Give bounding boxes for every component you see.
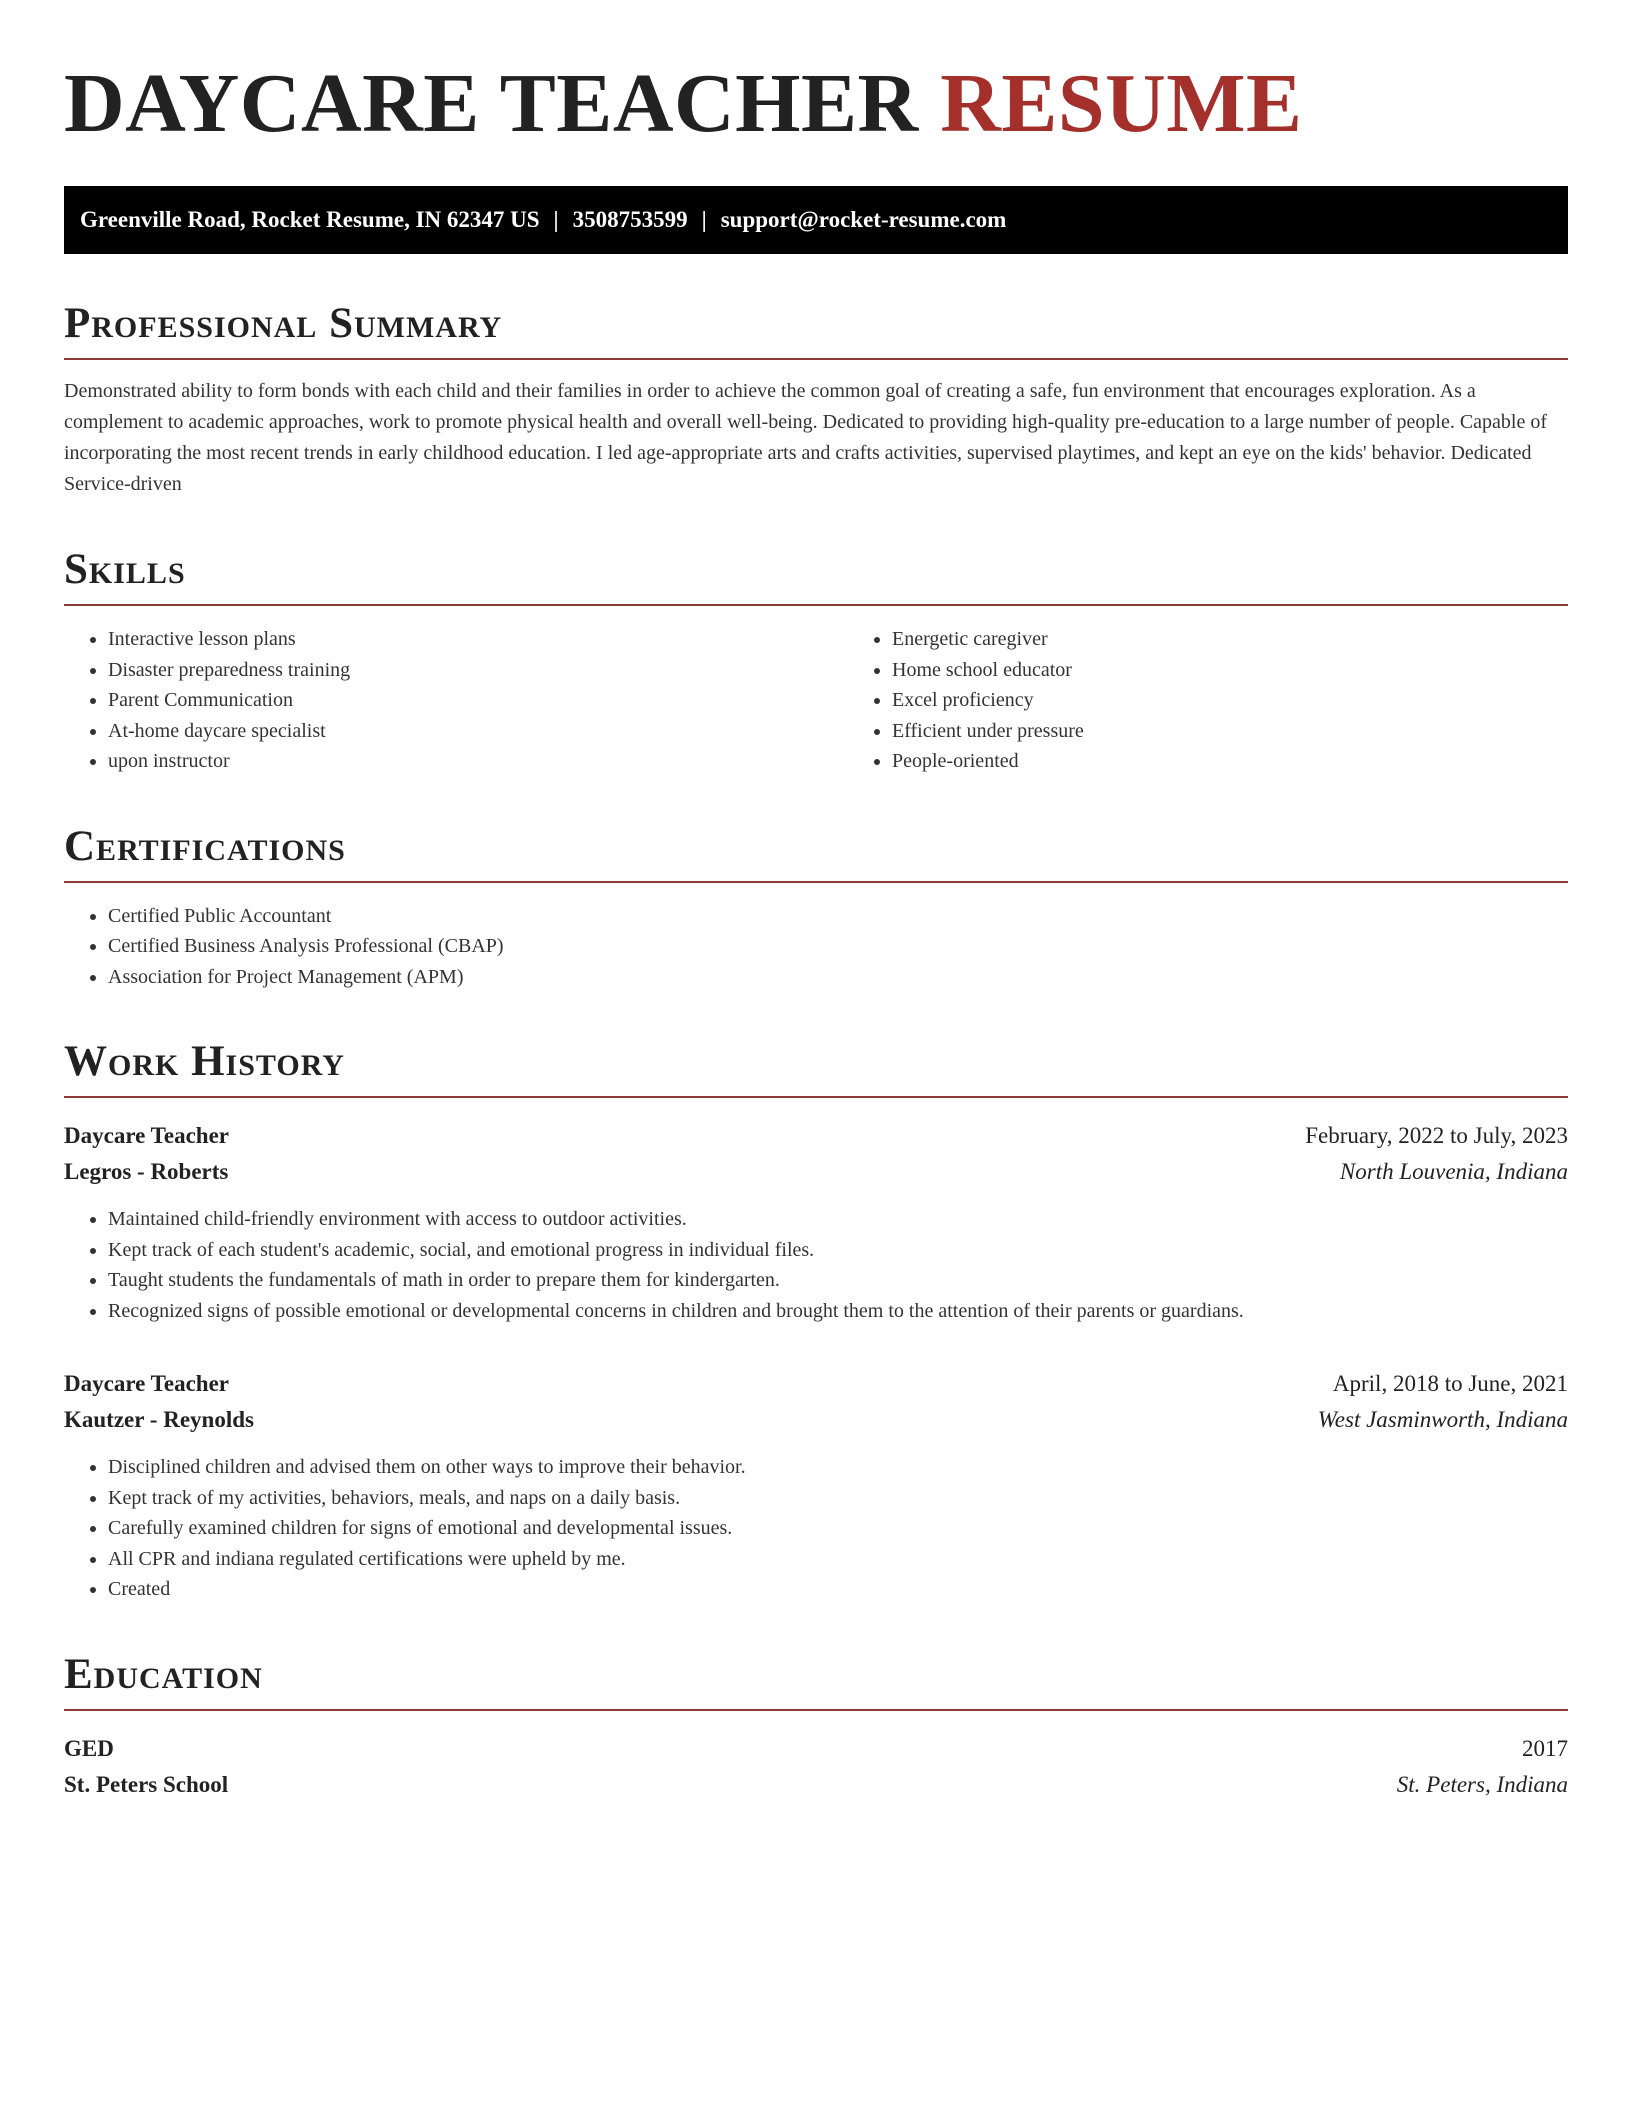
job-bullets xyxy=(64,1204,1568,1326)
certifications-list xyxy=(64,901,1568,993)
job-dates: April, 2018 to June, 2021 xyxy=(1332,1371,1568,1396)
skills-section xyxy=(64,544,1568,777)
education-section xyxy=(64,1649,1568,1803)
list-item: • Parent Communication xyxy=(108,685,848,716)
job-company: Legros - Roberts xyxy=(64,1159,229,1184)
summary-section xyxy=(64,298,1568,500)
list-item: • Efficient under pressure xyxy=(892,716,1568,747)
job-title-row xyxy=(64,1118,1568,1154)
list-item: • Created xyxy=(108,1574,1568,1605)
job-title: Daycare Teacher xyxy=(64,1371,230,1396)
section-heading: Certifications xyxy=(64,821,1568,883)
job-entry xyxy=(64,1366,1568,1605)
page-title xyxy=(64,56,1568,152)
education-year: 2017 xyxy=(1522,1735,1568,1761)
list-item: • Certified Public Accountant xyxy=(108,901,1568,932)
section-heading: Education xyxy=(64,1649,1568,1711)
job-location: West Jasminworth, Indiana xyxy=(1317,1407,1568,1432)
contact-separator: | xyxy=(701,207,707,232)
education-entry xyxy=(64,1731,1568,1803)
contact-address: Greenville Road, Rocket Resume, IN 62347 US xyxy=(80,207,540,232)
list-item: • Kept track of my activities, behaviors, meals, and naps on a daily basis. xyxy=(108,1483,1568,1514)
list-item: • Kept track of each student's academic, social, and emotional progress in individual files. xyxy=(108,1235,1568,1266)
title-main: DAYCARE TEACHER xyxy=(64,57,919,150)
job-location: North Louvenia, Indiana xyxy=(1339,1159,1568,1184)
list-item: • Certified Business Analysis Professional (CBAP) xyxy=(108,931,1568,962)
skills-list-right xyxy=(848,624,1568,777)
section-heading: Skills xyxy=(64,544,1568,606)
list-item: • Maintained child-friendly environment with access to outdoor activities. xyxy=(108,1204,1568,1235)
work-history-section xyxy=(64,1036,1568,1605)
contact-email: support@rocket-resume.com xyxy=(720,207,1007,232)
job-entry xyxy=(64,1118,1568,1326)
education-school: St. Peters School xyxy=(64,1771,229,1797)
contact-separator: | xyxy=(553,207,559,232)
job-company: Kautzer - Reynolds xyxy=(64,1407,254,1432)
section-heading: Work History xyxy=(64,1036,1568,1098)
list-item: • upon instructor xyxy=(108,746,848,777)
list-item: • Interactive lesson plans xyxy=(108,624,848,655)
list-item: • At-home daycare specialist xyxy=(108,716,848,747)
list-item: • Disaster preparedness training xyxy=(108,655,848,686)
skills-grid xyxy=(64,624,1568,777)
contact-bar xyxy=(64,186,1568,254)
list-item: • Excel proficiency xyxy=(892,685,1568,716)
list-item: • People-oriented xyxy=(892,746,1568,777)
job-company-row xyxy=(64,1154,1568,1190)
section-heading: Professional Summary xyxy=(64,298,1568,360)
list-item: • Home school educator xyxy=(892,655,1568,686)
list-item: • Recognized signs of possible emotional or developmental concerns in children and brought them to the attention of their parents or guardians. xyxy=(108,1296,1568,1327)
job-bullets xyxy=(64,1452,1568,1605)
list-item: • Energetic caregiver xyxy=(892,624,1568,655)
list-item: • Disciplined children and advised them on other ways to improve their behavior. xyxy=(108,1452,1568,1483)
list-item: • All CPR and indiana regulated certifications were upheld by me. xyxy=(108,1544,1568,1575)
job-title: Daycare Teacher xyxy=(64,1123,230,1148)
contact-phone: 3508753599 xyxy=(572,207,688,232)
list-item: • Taught students the fundamentals of math in order to prepare them for kindergarten. xyxy=(108,1265,1568,1296)
list-item: • Carefully examined children for signs of emotional and developmental issues. xyxy=(108,1513,1568,1544)
list-item: • Association for Project Management (APM) xyxy=(108,962,1568,993)
education-degree: GED xyxy=(64,1735,114,1761)
skills-list-left xyxy=(64,624,848,777)
certifications-section xyxy=(64,821,1568,993)
job-company-row xyxy=(64,1402,1568,1438)
education-degree-row xyxy=(64,1731,1568,1767)
education-location: St. Peters, Indiana xyxy=(1396,1771,1568,1797)
education-school-row xyxy=(64,1767,1568,1803)
job-title-row xyxy=(64,1366,1568,1402)
job-dates: February, 2022 to July, 2023 xyxy=(1305,1123,1568,1148)
summary-text: Demonstrated ability to form bonds with each child and their families in order to achieve the common goal of creating a safe, fun environment that encourages exploration. As a complement to academic approaches, work to promote physical health and overall well-being. Dedicated to providing high-quality pre-education to a large number of people. Capable of incorporating the most recent trends in early childhood education. I led age-appropriate arts and crafts activities, supervised playtimes, and kept an eye on the kids' behavior. Dedicated Service-driven xyxy=(64,380,1548,495)
title-accent: RESUME xyxy=(940,57,1303,150)
